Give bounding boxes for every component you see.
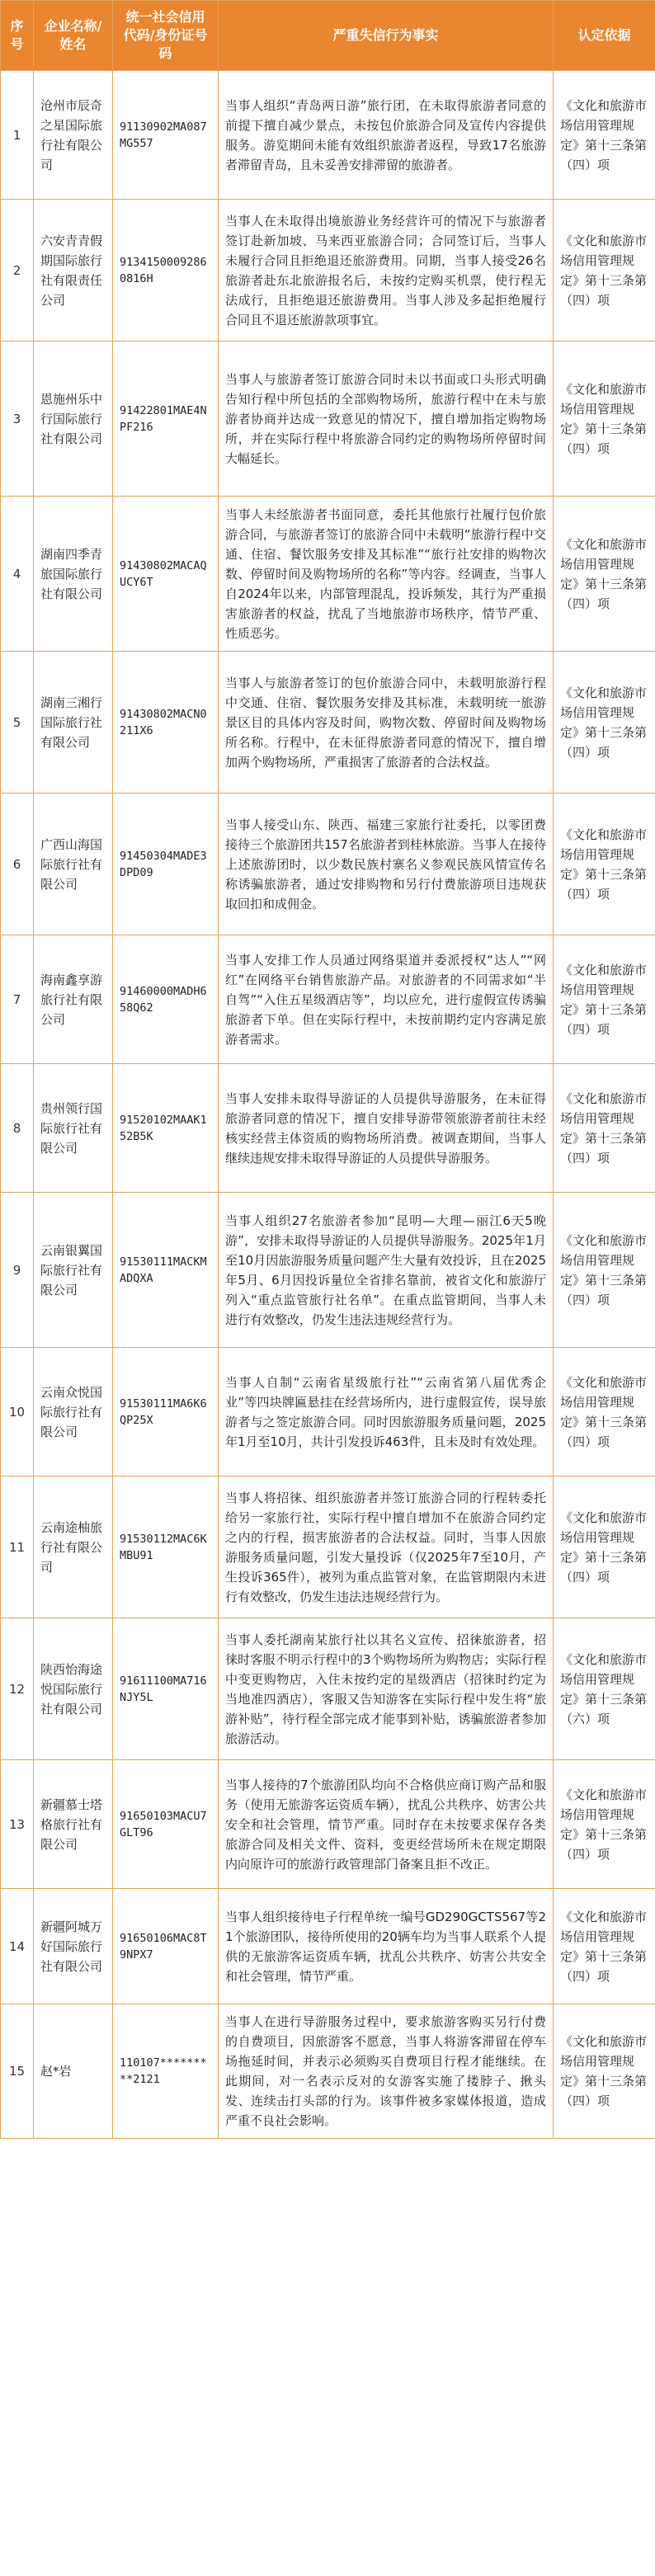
table-body	[1, 71, 655, 2139]
row-index: 7	[1, 935, 34, 1064]
table-row	[1, 1348, 655, 1476]
row-credit-code: 91430802MACAQUCY6T	[113, 497, 219, 652]
row-credit-code: 91611100MA716NJY5L	[113, 1618, 219, 1760]
row-fact: 当事人在进行导游服务过程中，要求旅游客购买另行付费的自费项目，因旅游客不愿意，当事人将游客滞留在停车场拖延时间，并表示必须购买自费项目行程才能继续。在此期间，对一名表示反对的女游客实施了搂脖子、揪头发、连续击打头部的行为。该事件被多家媒体报道，造成严重不良社会影响。	[219, 2004, 554, 2139]
row-credit-code: 91422801MAE4NPF216	[113, 341, 219, 497]
table-row	[1, 1889, 655, 2004]
row-basis: 《文化和旅游市场信用管理规定》第十三条第（四）项	[554, 1348, 655, 1476]
row-credit-code: 91520102MAAK152B5K	[113, 1064, 219, 1193]
row-credit-code: 91341500092860816H	[113, 200, 219, 341]
row-credit-code: 91650103MACU7GLT96	[113, 1760, 219, 1889]
row-fact: 当事人组织“青岛两日游”旅行团，在未取得旅游者同意的前提下擅自减少景点，未按包价旅游合同及宣传内容提供服务。游览期间未能有效组织旅游者返程，导致17名旅游者滞留青岛，且未妥善安排滞留的旅游者。	[219, 71, 554, 200]
table-row	[1, 794, 655, 935]
row-fact: 当事人自制“云南省星级旅行社”“云南省第八届优秀企业”等四块牌匾悬挂在经营场所内，进行虚假宣传，误导旅游者与之签定旅游合同。同时因旅游服务质量问题，2025年1月至10月，共计引发投诉463件，且未及时有效处理。	[219, 1348, 554, 1476]
table-row	[1, 2004, 655, 2139]
row-fact: 当事人接待的7个旅游团队均向不合格供应商订购产品和服务（使用无旅游客运资质车辆），扰乱公共秩序、妨害公共安全和社会管理，情节严重。同时存在未按要求保存各类旅游合同及相关文件、资料，变更经营场所未在规定期限内向原许可的旅游行政管理部门备案且拒不改正。	[219, 1760, 554, 1889]
row-basis: 《文化和旅游市场信用管理规定》第十三条第（四）项	[554, 1760, 655, 1889]
row-basis: 《文化和旅游市场信用管理规定》第十三条第（四）项	[554, 1889, 655, 2004]
table-row	[1, 935, 655, 1064]
table-row	[1, 1064, 655, 1193]
row-company-name: 六安青青假期国际旅行社有限责任公司	[34, 200, 113, 341]
header-index: 序号	[1, 1, 34, 71]
row-index: 9	[1, 1193, 34, 1348]
row-index: 6	[1, 794, 34, 935]
row-company-name: 湖南三湘行国际旅行社有限公司	[34, 652, 113, 794]
row-index: 2	[1, 200, 34, 341]
row-credit-code: 91530111MA6K6QP25X	[113, 1348, 219, 1476]
row-fact: 当事人委托湖南某旅行社以其名义宣传、招徕旅游者，招徕时客服不明示行程中的3个购物场所为购物店；实际行程中变更购物店，入住未按约定的星级酒店（招徕时约定为当地准四酒店），客服又告知游客在实际行程中发生将“旅游补贴”，待行程全部完成才能事到补贴，诱骗旅游者参加旅游活动。	[219, 1618, 554, 1760]
header-code: 统一社会信用代码/身份证号码	[113, 1, 219, 71]
row-index: 14	[1, 1889, 34, 2004]
row-fact: 当事人未经旅游者书面同意，委托其他旅行社履行包价旅游合同，与旅游者签订的旅游合同中未载明“旅游行程中交通、住宿、餐饮服务安排及其标准”“旅行社安排的购物次数、停留时间及购物场所的名称”等内容。经调查，当事人自2024年以来，内部管理混乱，投诉频发，其行为严重损害旅游者的权益，扰乱了当地旅游市场秩序，情节严重、性质恶劣。	[219, 497, 554, 652]
row-basis: 《文化和旅游市场信用管理规定》第十三条第（四）项	[554, 1476, 655, 1618]
row-index: 11	[1, 1476, 34, 1618]
row-fact: 当事人组织27名旅游者参加“昆明—大理—丽江6天5晚游”，安排未取得导游证的人员提供导游服务。2025年1月至10月因旅游服务质量问题产生大量有效投诉，且在2025年5月、6月因投诉量位全省排名靠前，被省文化和旅游厅列入“重点监管旅行社名单”。在重点监管期间，当事人未进行有效整改，仍发生违法违规经营行为。	[219, 1193, 554, 1348]
row-credit-code: 91460000MADH658Q62	[113, 935, 219, 1064]
row-company-name: 新疆慕士塔格旅行社有限公司	[34, 1760, 113, 1889]
row-fact: 当事人在未取得出境旅游业务经营许可的情况下与旅游者签订赴新加坡、马来西亚旅游合同；合同签订后，当事人未履行合同且拒绝退还旅游费用。同期，当事人接受26名旅游者赴东北旅游报名后，未按约定购买机票，使行程无法成行，且拒绝退还旅游费用。当事人涉及多起拒绝履行合同且不退还旅游款项事宜。	[219, 200, 554, 341]
row-index: 10	[1, 1348, 34, 1476]
row-fact: 当事人接受山东、陕西、福建三家旅行社委托，以零团费接待三个旅游团共157名旅游者到桂林旅游。当事人在接待上述旅游团时，以少数民族村寨名义参观民族风情宣传名称诱骗旅游者，通过安排购物和另行付费旅游项目违规获取回扣和成佣金。	[219, 794, 554, 935]
table-row	[1, 1193, 655, 1348]
row-fact: 当事人安排未取得导游证的人员提供导游服务，在未征得旅游者同意的情况下，擅自安排导游带领旅游者前往未经核实经营主体资质的购物场所消费。被调查期间，当事人继续违规安排未取得导游证的人员提供导游服务。	[219, 1064, 554, 1193]
table-row	[1, 1618, 655, 1760]
row-credit-code: 110107*********2121	[113, 2004, 219, 2139]
row-basis: 《文化和旅游市场信用管理规定》第十三条第（六）项	[554, 1618, 655, 1760]
table-row	[1, 497, 655, 652]
row-basis: 《文化和旅游市场信用管理规定》第十三条第（四）项	[554, 200, 655, 341]
row-fact: 当事人与旅游者签订的包价旅游合同中，未载明旅游行程中交通、住宿、餐饮服务安排及其标准，未载明统一旅游景区目的具体内容及时间，购物次数、停留时间及购物场所名称。行程中，在未征得旅游者同意的情况下，擅自增加两个购物场所，严重损害了旅游者的合法权益。	[219, 652, 554, 794]
row-index: 3	[1, 341, 34, 497]
header-fact: 严重失信行为事实	[219, 1, 554, 71]
row-index: 4	[1, 497, 34, 652]
row-fact: 当事人与旅游者签订旅游合同时未以书面或口头形式明确告知行程中所包括的全部购物场所，旅游行程中在未与旅游者协商并达成一致意见的情况下，擅自增加指定购物场所，并在实际行程中将旅游合同约定的购物场所停留时间大幅延长。	[219, 341, 554, 497]
header-row	[1, 1, 655, 71]
row-company-name: 湖南四季青旅国际旅行社有限公司	[34, 497, 113, 652]
row-credit-code: 91650106MAC8T9NPX7	[113, 1889, 219, 2004]
row-credit-code: 91430802MACN0211X6	[113, 652, 219, 794]
table-row	[1, 652, 655, 794]
row-company-name: 沧州市辰奇之星国际旅行社有限公司	[34, 71, 113, 200]
row-credit-code: 91130902MA087MG557	[113, 71, 219, 200]
row-company-name: 海南鑫享游旅行社有限公司	[34, 935, 113, 1064]
row-basis: 《文化和旅游市场信用管理规定》第十三条第（四）项	[554, 935, 655, 1064]
row-basis: 《文化和旅游市场信用管理规定》第十三条第（四）项	[554, 341, 655, 497]
table-row	[1, 1476, 655, 1618]
row-index: 15	[1, 2004, 34, 2139]
row-credit-code: 91530111MACKMADQXA	[113, 1193, 219, 1348]
row-fact: 当事人安排工作人员通过网络渠道并委派授权“达人”“网红”在网络平台销售旅游产品。对旅游者的不同需求如“半自驾”“入住五星级酒店等”，均以应允，进行虚假宣传诱骗旅游者下单。但在实际行程中，未按前期约定内容满足旅游者需求。	[219, 935, 554, 1064]
row-index: 8	[1, 1064, 34, 1193]
header-basis: 认定依据	[554, 1, 655, 71]
table-header	[1, 1, 655, 71]
row-company-name: 恩施州乐中行国际旅行社有限公司	[34, 341, 113, 497]
table-row	[1, 200, 655, 341]
row-index: 1	[1, 71, 34, 200]
row-basis: 《文化和旅游市场信用管理规定》第十三条第（四）项	[554, 497, 655, 652]
row-basis: 《文化和旅游市场信用管理规定》第十三条第（四）项	[554, 794, 655, 935]
table-row	[1, 341, 655, 497]
row-index: 12	[1, 1618, 34, 1760]
row-basis: 《文化和旅游市场信用管理规定》第十三条第（四）项	[554, 1193, 655, 1348]
table-row	[1, 71, 655, 200]
row-company-name: 赵*岩	[34, 2004, 113, 2139]
header-name: 企业名称/姓名	[34, 1, 113, 71]
row-fact: 当事人组织接待电子行程单统一编号GD290GCTS567等21个旅游团队，接待所使用的20辆车均为当事人联系个人提供的无旅游客运资质车辆，扰乱公共秩序、妨害公共安全和社会管理，情节严重。	[219, 1889, 554, 2004]
row-company-name: 云南银翼国际旅行社有限公司	[34, 1193, 113, 1348]
row-basis: 《文化和旅游市场信用管理规定》第十三条第（四）项	[554, 1064, 655, 1193]
row-credit-code: 91450304MADE3DPD09	[113, 794, 219, 935]
row-basis: 《文化和旅游市场信用管理规定》第十三条第（四）项	[554, 71, 655, 200]
row-company-name: 陕西怡海途悦国际旅行社有限公司	[34, 1618, 113, 1760]
row-company-name: 广西山海国际旅行社有限公司	[34, 794, 113, 935]
table-row	[1, 1760, 655, 1889]
row-company-name: 云南众悦国际旅行社有限公司	[34, 1348, 113, 1476]
row-company-name: 云南途柚旅行社有限公司	[34, 1476, 113, 1618]
row-basis: 《文化和旅游市场信用管理规定》第十三条第（四）项	[554, 2004, 655, 2139]
row-basis: 《文化和旅游市场信用管理规定》第十三条第（四）项	[554, 652, 655, 794]
row-credit-code: 91530112MAC6KMBU91	[113, 1476, 219, 1618]
row-company-name: 贵州领行国际旅行社有限公司	[34, 1064, 113, 1193]
row-fact: 当事人将招徕、组织旅游者并签订旅游合同的行程转委托给另一家旅行社，实际行程中擅自增加不在旅游合同约定之内的行程，损害旅游者的合法权益。同时，当事人因旅游服务质量问题，引发大量投诉（仅2025年7至10月，产生投诉365件），被列为重点监管对象，在监管期限内未进行有效整改，仍发生违法违规经营行为。	[219, 1476, 554, 1618]
row-company-name: 新疆阿城万好国际旅行社有限公司	[34, 1889, 113, 2004]
row-index: 5	[1, 652, 34, 794]
row-index: 13	[1, 1760, 34, 1889]
